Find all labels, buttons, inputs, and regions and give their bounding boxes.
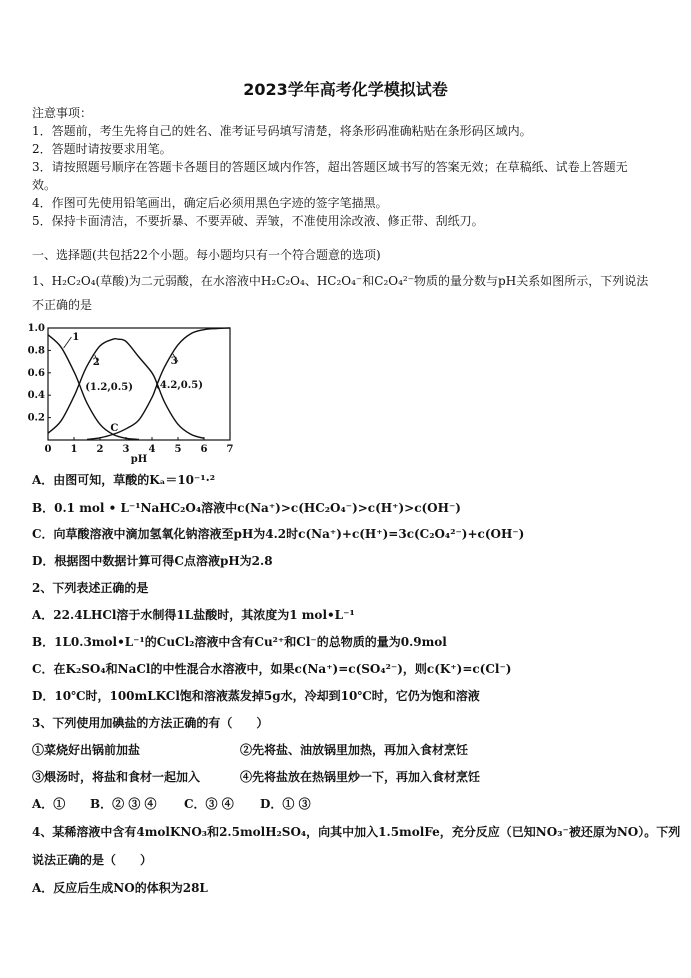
question-3-option-b: B．② ③ ④ xyxy=(90,797,157,811)
question-3-item-3: ③煨汤时，将盐和食材一起加入 xyxy=(32,770,201,784)
question-3-option-d: D．① ③ xyxy=(260,797,311,811)
notice-item: 1．答题前，考生先将自己的姓名、准考证号码填写清楚，将条形码准确粘贴在条形码区域内。 xyxy=(32,124,532,138)
notice-item: 4．作图可先使用铅笔画出，确定后必须用黑色字迹的签字笔描黑。 xyxy=(32,196,388,210)
question-3-item-2: ②先将盐、油放锅里加热，再加入食材烹饪 xyxy=(240,743,469,757)
question-1-option-b: B．0.1 mol • L⁻¹NaHC₂O₄溶液中c(Na⁺)>c(HC₂O₄⁻)>c(H⁺)>c(OH⁻) xyxy=(32,501,461,515)
x-tick-label: 2 xyxy=(96,444,104,455)
question-3-item-1: ①菜烧好出锅前加盐 xyxy=(32,743,141,757)
question-2-option-d: D．10℃时，100mLKCl饱和溶液蒸发掉5g水，冷却到10℃时，它仍为饱和溶液 xyxy=(32,689,480,703)
question-1-option-a: A．由图可知，草酸的Kₐ＝10⁻¹·² xyxy=(32,473,216,487)
x-tick-label: 0 xyxy=(44,444,52,455)
x-tick-label: 6 xyxy=(200,444,208,455)
notice-item: 3．请按照题号顺序在答题卡各题目的答题区域内作答，超出答题区域书写的答案无效；在草稿纸、试卷上答题无 xyxy=(32,160,628,174)
speciation-chart xyxy=(27,322,240,465)
y-tick-label: 1.0 xyxy=(27,323,45,334)
notice-item: 5．保持卡面清洁，不要折暴、不要弄破、弄皱，不准使用涂改液、修正带、刮纸刀。 xyxy=(32,214,484,228)
question-3-item-4: ④先将盐放在热锅里炒一下，再加入食材烹饪 xyxy=(240,770,481,784)
question-3-option-c: C．③ ④ xyxy=(184,797,234,811)
notice-heading: 注意事项： xyxy=(32,106,93,120)
series-3-label: 3 xyxy=(170,355,178,367)
section-heading: 一、选择题(共包括22个小题。每小题均只有一个符合题意的选项) xyxy=(32,248,381,262)
y-tick-label: 0.6 xyxy=(27,367,45,379)
question-3-stem: 3、下列使用加碘盐的方法正确的有（ ） xyxy=(32,716,269,730)
question-4-option-a: A．反应后生成NO的体积为28L xyxy=(32,881,208,895)
y-tick-label: 0.4 xyxy=(27,390,45,402)
question-1-option-c: C．向草酸溶液中滴加氢氧化钠溶液至pH为4.2时c(Na⁺)+c(H⁺)=3c(C₂O₄²⁻)+c(OH⁻) xyxy=(32,527,525,541)
question-1-option-d: D．根据图中数据计算可得C点溶液pH为2.8 xyxy=(32,554,273,568)
x-axis-label: pH xyxy=(130,454,148,465)
notice-item: 2．答题时请按要求用笔。 xyxy=(32,142,172,156)
x-tick-label: 5 xyxy=(174,444,182,455)
question-1-stem: 1、H₂C₂O₄(草酸)为二元弱酸，在水溶液中H₂C₂O₄、HC₂O₄⁻和C₂O₄²⁻物质的量分数与pH关系如图所示，下列说法 xyxy=(32,274,649,288)
y-tick-label: 0.2 xyxy=(27,412,45,424)
question-1-stem-cont: 不正确的是 xyxy=(32,298,93,312)
series-2-label: 2 xyxy=(92,356,100,368)
question-2-option-b: B．1L0.3mol•L⁻¹的CuCl₂溶液中含有Cu²⁺和Cl⁻的总物质的量为0.9mol xyxy=(32,635,447,649)
question-4-stem-cont: 说法正确的是（ ） xyxy=(32,853,153,867)
page-title: 2023学年高考化学模拟试卷 xyxy=(243,80,448,99)
annotation-point-2: (4.2,0.5) xyxy=(155,380,203,391)
x-tick-label: 3 xyxy=(122,444,130,455)
question-2-stem: 2、下列表述正确的是 xyxy=(32,581,149,595)
question-3-option-a: A．① xyxy=(32,797,66,811)
question-2-option-a: A．22.4LHCl溶于水制得1L盐酸时，其浓度为1 mol•L⁻¹ xyxy=(32,608,355,622)
y-tick-label: 0.8 xyxy=(27,345,45,357)
notice-item: 效。 xyxy=(32,178,57,192)
annotation-point-c: C xyxy=(110,422,119,434)
x-tick-label: 1 xyxy=(70,444,78,455)
x-tick-label: 4 xyxy=(148,444,156,455)
annotation-point-1: (1.2,0.5) xyxy=(85,382,133,393)
series-1-leader xyxy=(64,337,72,348)
question-2-option-c: C．在K₂SO₄和NaCl的中性混合水溶液中，如果c(Na⁺)=c(SO₄²⁻)，则c(K⁺)=c(Cl⁻) xyxy=(32,662,512,676)
series-1-label: 1 xyxy=(72,331,80,343)
question-4-stem: 4、某稀溶液中含有4molKNO₃和2.5molH₂SO₄，向其中加入1.5molFe，充分反应（已知NO₃⁻被还原为NO）。下列 xyxy=(32,825,681,839)
x-tick-label: 7 xyxy=(226,444,234,455)
